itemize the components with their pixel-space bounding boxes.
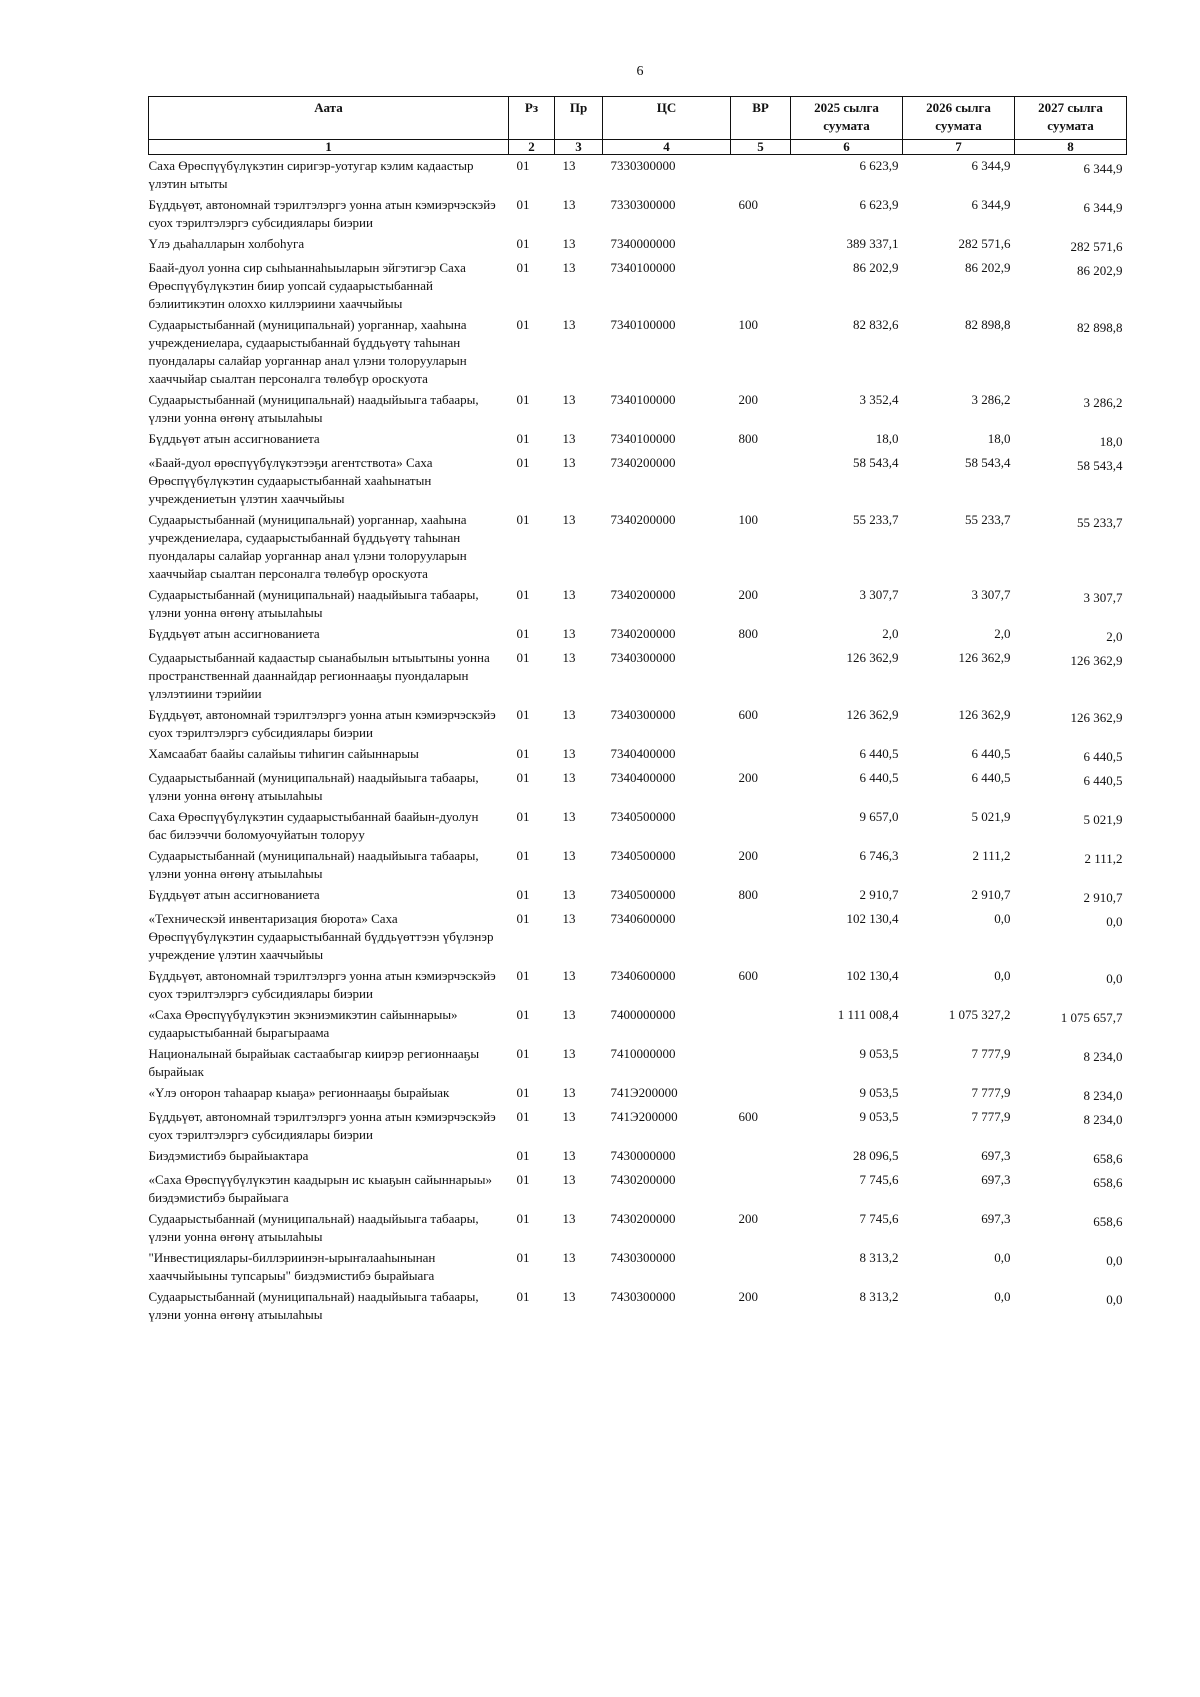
row-amount-2026: 697,3 xyxy=(981,1148,1011,1163)
row-amount-2025: 3 307,7 xyxy=(859,587,899,602)
row-amount-2027: 0,0 xyxy=(1106,971,1123,986)
row-amount-2027: 658,6 xyxy=(1093,1151,1123,1166)
row-pr: 13 xyxy=(562,887,576,902)
row-cs: 7340300000 xyxy=(610,707,676,722)
table-row xyxy=(149,965,1127,1004)
row-rz: 01 xyxy=(516,650,530,665)
row-name: Судаарыстыбаннай кадаастыр сыанабылын ытыытыны уонна пространственнай дааннайдар регионнааҕы пуондаларын үлэлэтиини тэрийии xyxy=(148,650,490,701)
row-vr: 100 xyxy=(738,317,758,332)
row-pr: 13 xyxy=(562,197,576,212)
row-amount-2025: 86 202,9 xyxy=(853,260,899,275)
row-amount-2026: 7 777,9 xyxy=(971,1085,1011,1100)
row-rz: 01 xyxy=(516,455,530,470)
row-rz: 01 xyxy=(516,809,530,824)
row-amount-2027: 2 910,7 xyxy=(1083,890,1123,905)
table-row xyxy=(149,623,1127,647)
row-cs: 7340300000 xyxy=(610,650,676,665)
row-amount-2025: 126 362,9 xyxy=(846,707,899,722)
row-amount-2026: 697,3 xyxy=(981,1172,1011,1187)
table-row xyxy=(149,704,1127,743)
row-rz: 01 xyxy=(516,1085,530,1100)
row-rz: 01 xyxy=(516,1109,530,1124)
row-cs: 7430300000 xyxy=(610,1289,676,1304)
row-cs: 7430200000 xyxy=(610,1211,676,1226)
row-vr xyxy=(731,1145,791,1169)
row-vr: 600 xyxy=(738,968,758,983)
header-number-row xyxy=(149,140,1127,155)
row-rz: 01 xyxy=(516,431,530,446)
row-vr: 200 xyxy=(738,1289,758,1304)
row-cs: 7340400000 xyxy=(610,770,676,785)
row-amount-2025: 8 313,2 xyxy=(859,1289,899,1304)
row-vr xyxy=(731,908,791,965)
row-amount-2025: 6 746,3 xyxy=(859,848,899,863)
row-pr: 13 xyxy=(562,848,576,863)
row-cs: 7340100000 xyxy=(610,392,676,407)
row-amount-2027: 126 362,9 xyxy=(1070,710,1123,725)
row-amount-2026: 6 344,9 xyxy=(971,158,1011,173)
row-cs: 7430000000 xyxy=(610,1148,676,1163)
table-row xyxy=(149,1043,1127,1082)
row-rz: 01 xyxy=(516,707,530,722)
row-rz: 01 xyxy=(516,911,530,926)
row-amount-2026: 7 777,9 xyxy=(971,1046,1011,1061)
row-amount-2027: 0,0 xyxy=(1106,914,1123,929)
row-vr xyxy=(731,1082,791,1106)
table-row xyxy=(149,314,1127,389)
row-amount-2025: 389 337,1 xyxy=(846,236,899,251)
row-vr: 200 xyxy=(738,1211,758,1226)
row-rz: 01 xyxy=(516,848,530,863)
row-amount-2025: 7 745,6 xyxy=(859,1211,899,1226)
row-vr xyxy=(731,1004,791,1043)
row-vr: 200 xyxy=(738,392,758,407)
row-pr: 13 xyxy=(562,1148,576,1163)
row-name: Биэдэмистибэ бырайыактара xyxy=(148,1148,309,1163)
row-cs: 7340100000 xyxy=(610,431,676,446)
row-amount-2027: 1 075 657,7 xyxy=(1060,1010,1123,1025)
row-amount-2025: 2 910,7 xyxy=(859,887,899,902)
row-rz: 01 xyxy=(516,236,530,251)
page-number: 6 xyxy=(636,64,644,79)
row-rz: 01 xyxy=(516,260,530,275)
table-row xyxy=(149,584,1127,623)
row-cs: 7340500000 xyxy=(610,848,676,863)
header-number: 7 xyxy=(903,140,1015,155)
row-pr: 13 xyxy=(562,1172,576,1187)
table-row xyxy=(149,743,1127,767)
row-amount-2025: 82 832,6 xyxy=(853,317,899,332)
row-name: Судаарыстыбаннай (муниципальнай) наадыйыыга табаары, үлэни уонна өҥөнү атыылаһыы xyxy=(148,392,479,425)
row-cs: 7340600000 xyxy=(610,968,676,983)
row-rz: 01 xyxy=(516,968,530,983)
row-amount-2026: 3 307,7 xyxy=(971,587,1011,602)
row-amount-2025: 8 313,2 xyxy=(859,1250,899,1265)
row-name: «Саха Өрөспүүбүлүкэтин каадырын ис кыаҕын сайыннарыы» биэдэмистибэ бырайыага xyxy=(148,1172,493,1205)
row-amount-2026: 6 440,5 xyxy=(971,746,1011,761)
table-row xyxy=(149,1004,1127,1043)
row-amount-2026: 2 910,7 xyxy=(971,887,1011,902)
row-rz: 01 xyxy=(516,197,530,212)
row-amount-2027: 0,0 xyxy=(1106,1253,1123,1268)
row-vr xyxy=(731,743,791,767)
row-rz: 01 xyxy=(516,1172,530,1187)
row-amount-2027: 2,0 xyxy=(1106,629,1123,644)
row-amount-2027: 8 234,0 xyxy=(1083,1112,1123,1127)
row-vr: 200 xyxy=(738,587,758,602)
header-number: 6 xyxy=(791,140,903,155)
row-pr: 13 xyxy=(562,317,576,332)
row-amount-2027: 282 571,6 xyxy=(1070,239,1123,254)
row-name: Бүддьүөт, автономнай тэрилтэлэргэ уонна атын кэмиэрчэскэйэ суох тэрилтэлэргэ субсидиялары биэрии xyxy=(148,1109,496,1142)
row-cs: 7340400000 xyxy=(610,746,676,761)
row-vr: 800 xyxy=(738,431,758,446)
row-pr: 13 xyxy=(562,158,576,173)
table-row xyxy=(149,1169,1127,1208)
header-number: 3 xyxy=(555,140,603,155)
row-vr xyxy=(731,1247,791,1286)
row-name: «Баай-дуол өрөспүүбүлүкэтээҕи агентствота» Саха Өрөспүүбүлүкэтин судаарыстыбаннай хааһынатын учреждениетын үлэтин хааччыйыы xyxy=(148,455,433,506)
row-amount-2025: 2,0 xyxy=(882,626,899,641)
row-amount-2027: 82 898,8 xyxy=(1077,320,1123,335)
row-name: Саха Өрөспүүбүлүкэтин сиригэр-уотугар кэлим кадаастыр үлэтин ытыты xyxy=(148,158,474,191)
row-amount-2027: 126 362,9 xyxy=(1070,653,1123,668)
row-rz: 01 xyxy=(516,1007,530,1022)
row-pr: 13 xyxy=(562,746,576,761)
table-row xyxy=(149,509,1127,584)
row-amount-2025: 6 623,9 xyxy=(859,197,899,212)
row-amount-2026: 126 362,9 xyxy=(958,650,1011,665)
row-pr: 13 xyxy=(562,707,576,722)
row-amount-2026: 0,0 xyxy=(994,1250,1011,1265)
row-name: Судаарыстыбаннай (муниципальнай) наадыйыыга табаары, үлэни уонна өҥөнү атыылаһыы xyxy=(148,848,479,881)
row-cs: 7340200000 xyxy=(610,626,676,641)
row-amount-2027: 8 234,0 xyxy=(1083,1049,1123,1064)
row-amount-2025: 9 053,5 xyxy=(859,1046,899,1061)
header-rz: Рз xyxy=(509,97,555,140)
row-cs: 7340100000 xyxy=(610,260,676,275)
header-number: 8 xyxy=(1015,140,1127,155)
header-number: 5 xyxy=(731,140,791,155)
row-pr: 13 xyxy=(562,1250,576,1265)
row-amount-2026: 55 233,7 xyxy=(965,512,1011,527)
row-cs: 741Э200000 xyxy=(610,1085,678,1100)
row-pr: 13 xyxy=(562,1211,576,1226)
row-amount-2026: 5 021,9 xyxy=(971,809,1011,824)
row-vr: 800 xyxy=(738,626,758,641)
row-amount-2026: 2 111,2 xyxy=(972,848,1011,863)
row-vr xyxy=(731,647,791,704)
row-rz: 01 xyxy=(516,770,530,785)
row-name: Баай-дуол уонна сир сыһыаннаһыыларын эйгэтигэр Саха Өрөспүүбүлүкэтин биир уопсай судаарыстыбаннай бэлиитикэтин олоххо киллэриини хааччыйыы xyxy=(148,260,466,311)
header-number: 4 xyxy=(603,140,731,155)
row-amount-2027: 18,0 xyxy=(1099,434,1123,449)
row-pr: 13 xyxy=(562,392,576,407)
header-2026: 2026 сылга суумата xyxy=(903,97,1015,140)
row-amount-2025: 9 053,5 xyxy=(859,1085,899,1100)
table-row xyxy=(149,806,1127,845)
row-rz: 01 xyxy=(516,1211,530,1226)
table-row xyxy=(149,194,1127,233)
row-name: Хамсаабат баайы салайыы тиһигин сайыннарыы xyxy=(148,746,419,761)
row-cs: 7400000000 xyxy=(610,1007,676,1022)
row-name: Судаарыстыбаннай (муниципальнай) наадыйыыга табаары, үлэни уонна өҥөнү атыылаһыы xyxy=(148,1211,479,1244)
row-vr: 100 xyxy=(738,512,758,527)
row-name: Судаарыстыбаннай (муниципальнай) наадыйыыга табаары, үлэни уонна өҥөнү атыылаһыы xyxy=(148,1289,479,1322)
row-amount-2025: 9 053,5 xyxy=(859,1109,899,1124)
row-pr: 13 xyxy=(562,431,576,446)
row-amount-2027: 6 440,5 xyxy=(1083,749,1123,764)
row-vr xyxy=(731,257,791,314)
row-amount-2027: 86 202,9 xyxy=(1077,263,1123,278)
row-name: «Техническэй инвентаризация бюрота» Саха Өрөспүүбүлүкэтин судаарыстыбаннай бүддьүөттээн үбүлэнэр учреждение үлэтин хааччыйыы xyxy=(148,911,494,962)
row-vr: 200 xyxy=(738,770,758,785)
row-amount-2026: 6 440,5 xyxy=(971,770,1011,785)
row-amount-2026: 0,0 xyxy=(994,1289,1011,1304)
row-vr xyxy=(731,155,791,195)
row-name: Судаарыстыбаннай (муниципальнай) уорганнар, хааһына учреждениелара, судаарыстыбаннай бүддьүөтү таһынан пуондалары салайар уорганнар анал үлэни толорууларын хааччыйар сыалтан персоналга төлөбүр ороскуота xyxy=(148,512,467,581)
row-cs: 7430300000 xyxy=(610,1250,676,1265)
row-vr: 200 xyxy=(738,848,758,863)
row-pr: 13 xyxy=(562,455,576,470)
table-row xyxy=(149,647,1127,704)
row-cs: 7410000000 xyxy=(610,1046,676,1061)
row-name: Үлэ дьаһалларын холбоһуга xyxy=(148,236,305,251)
row-vr: 600 xyxy=(738,707,758,722)
row-pr: 13 xyxy=(562,626,576,641)
table-row xyxy=(149,884,1127,908)
row-pr: 13 xyxy=(562,911,576,926)
row-amount-2025: 7 745,6 xyxy=(859,1172,899,1187)
header-2025: 2025 сылга суумата xyxy=(791,97,903,140)
row-name: Националынай бырайыак састаабыгар киирэр регионнааҕы бырайыак xyxy=(148,1046,480,1079)
row-rz: 01 xyxy=(516,587,530,602)
row-amount-2025: 9 657,0 xyxy=(859,809,899,824)
header-number: 1 xyxy=(149,140,509,155)
row-amount-2025: 6 623,9 xyxy=(859,158,899,173)
row-amount-2027: 0,0 xyxy=(1106,1292,1123,1307)
table-row xyxy=(149,1106,1127,1145)
table-row xyxy=(149,1247,1127,1286)
table-row xyxy=(149,233,1127,257)
row-amount-2025: 6 440,5 xyxy=(859,746,899,761)
row-name: Бүддьүөт, автономнай тэрилтэлэргэ уонна атын кэмиэрчэскэйэ суох тэрилтэлэргэ субсидиялары биэрии xyxy=(148,197,496,230)
row-vr xyxy=(731,1043,791,1082)
table-row xyxy=(149,1082,1127,1106)
table-row xyxy=(149,155,1127,195)
header-name: Аата xyxy=(149,97,509,140)
row-rz: 01 xyxy=(516,1289,530,1304)
row-rz: 01 xyxy=(516,158,530,173)
row-rz: 01 xyxy=(516,317,530,332)
table-header xyxy=(149,97,1127,155)
row-cs: 7330300000 xyxy=(610,197,676,212)
row-cs: 7340100000 xyxy=(610,317,676,332)
row-pr: 13 xyxy=(562,236,576,251)
row-amount-2025: 3 352,4 xyxy=(859,392,899,407)
row-amount-2026: 82 898,8 xyxy=(965,317,1011,332)
row-amount-2026: 3 286,2 xyxy=(971,392,1011,407)
row-cs: 7340200000 xyxy=(610,512,676,527)
table-row xyxy=(149,428,1127,452)
row-cs: 7340500000 xyxy=(610,887,676,902)
row-cs: 7340200000 xyxy=(610,455,676,470)
table-row xyxy=(149,452,1127,509)
table-row xyxy=(149,257,1127,314)
row-vr: 800 xyxy=(738,887,758,902)
row-amount-2026: 0,0 xyxy=(994,911,1011,926)
table-row xyxy=(149,389,1127,428)
row-amount-2025: 126 362,9 xyxy=(846,650,899,665)
row-cs: 7430200000 xyxy=(610,1172,676,1187)
row-rz: 01 xyxy=(516,392,530,407)
row-amount-2027: 3 307,7 xyxy=(1083,590,1123,605)
header-2027: 2027 сылга суумата xyxy=(1015,97,1127,140)
row-amount-2027: 658,6 xyxy=(1093,1214,1123,1229)
row-vr xyxy=(731,806,791,845)
row-amount-2027: 3 286,2 xyxy=(1083,395,1123,410)
row-pr: 13 xyxy=(562,512,576,527)
table-row xyxy=(149,767,1127,806)
row-amount-2025: 58 543,4 xyxy=(853,455,899,470)
row-name: Судаарыстыбаннай (муниципальнай) уорганнар, хааһына учреждениелара, судаарыстыбаннай бүддьүөтү таһынан пуондалары салайар уорганнар анал үлэни толорууларын хааччыйар сыалтан персоналга төлөбүр ороскуота xyxy=(148,317,467,386)
row-vr xyxy=(731,233,791,257)
row-pr: 13 xyxy=(562,1007,576,1022)
row-pr: 13 xyxy=(562,1289,576,1304)
row-amount-2025: 102 130,4 xyxy=(846,968,899,983)
row-amount-2025: 18,0 xyxy=(875,431,899,446)
row-name: Саха Өрөспүүбүлүкэтин судаарыстыбаннай баайын-дуолун бас билээччи боломуочуйатын толоруу xyxy=(148,809,479,842)
row-vr: 600 xyxy=(738,1109,758,1124)
row-name: «Саха Өрөспүүбүлүкэтин экэниэмикэтин сайыннарыы» судаарыстыбаннай бырагыраама xyxy=(148,1007,458,1040)
row-cs: 7340200000 xyxy=(610,587,676,602)
row-name: Бүддьүөт, автономнай тэрилтэлэргэ уонна атын кэмиэрчэскэйэ суох тэрилтэлэргэ субсидиялары биэрии xyxy=(148,968,496,1001)
row-rz: 01 xyxy=(516,1250,530,1265)
row-vr xyxy=(731,1169,791,1208)
row-amount-2026: 126 362,9 xyxy=(958,707,1011,722)
row-amount-2026: 0,0 xyxy=(994,968,1011,983)
header-cs: ЦС xyxy=(603,97,731,140)
row-amount-2026: 282 571,6 xyxy=(958,236,1011,251)
row-amount-2025: 6 440,5 xyxy=(859,770,899,785)
row-amount-2026: 697,3 xyxy=(981,1211,1011,1226)
table-body xyxy=(149,155,1127,1326)
row-amount-2025: 28 096,5 xyxy=(853,1148,899,1163)
header-number: 2 xyxy=(509,140,555,155)
row-amount-2027: 8 234,0 xyxy=(1083,1088,1123,1103)
row-amount-2027: 6 440,5 xyxy=(1083,773,1123,788)
row-cs: 7340500000 xyxy=(610,809,676,824)
row-rz: 01 xyxy=(516,626,530,641)
row-name: Бүддьүөт атын ассигнованиета xyxy=(148,887,320,902)
row-amount-2027: 6 344,9 xyxy=(1083,161,1123,176)
row-amount-2027: 6 344,9 xyxy=(1083,200,1123,215)
budget-table xyxy=(148,96,1127,1325)
row-amount-2027: 2 111,2 xyxy=(1084,851,1123,866)
header-row xyxy=(149,97,1127,140)
row-amount-2025: 55 233,7 xyxy=(853,512,899,527)
table-row xyxy=(149,1145,1127,1169)
row-pr: 13 xyxy=(562,587,576,602)
row-cs: 741Э200000 xyxy=(610,1109,678,1124)
row-name: Бүддьүөт атын ассигнованиета xyxy=(148,431,320,446)
row-vr: 600 xyxy=(738,197,758,212)
row-amount-2027: 658,6 xyxy=(1093,1175,1123,1190)
table-row xyxy=(149,845,1127,884)
row-amount-2026: 18,0 xyxy=(987,431,1011,446)
row-pr: 13 xyxy=(562,650,576,665)
row-amount-2026: 58 543,4 xyxy=(965,455,1011,470)
header-pr: Пр xyxy=(555,97,603,140)
row-amount-2027: 55 233,7 xyxy=(1077,515,1123,530)
row-amount-2025: 102 130,4 xyxy=(846,911,899,926)
row-pr: 13 xyxy=(562,1046,576,1061)
header-vr: ВР xyxy=(731,97,791,140)
row-name: "Инвестициялары-биллэриинэн-ырыҥалааһынынан хааччыйыыны тупсарыы" биэдэмистибэ бырайыага xyxy=(148,1250,436,1283)
row-name: Бүддьүөт, автономнай тэрилтэлэргэ уонна атын кэмиэрчэскэйэ суох тэрилтэлэргэ субсидиялары биэрии xyxy=(148,707,496,740)
row-amount-2026: 7 777,9 xyxy=(971,1109,1011,1124)
table-row xyxy=(149,908,1127,965)
row-vr xyxy=(731,452,791,509)
row-rz: 01 xyxy=(516,1046,530,1061)
row-amount-2025: 1 111 008,4 xyxy=(837,1007,899,1022)
row-amount-2027: 5 021,9 xyxy=(1083,812,1123,827)
row-pr: 13 xyxy=(562,1109,576,1124)
row-pr: 13 xyxy=(562,968,576,983)
row-pr: 13 xyxy=(562,809,576,824)
row-name: Судаарыстыбаннай (муниципальнай) наадыйыыга табаары, үлэни уонна өҥөнү атыылаһыы xyxy=(148,587,479,620)
row-amount-2026: 1 075 327,2 xyxy=(948,1007,1011,1022)
row-cs: 7340000000 xyxy=(610,236,676,251)
row-name: Судаарыстыбаннай (муниципальнай) наадыйыыга табаары, үлэни уонна өҥөнү атыылаһыы xyxy=(148,770,479,803)
row-amount-2026: 2,0 xyxy=(994,626,1011,641)
row-rz: 01 xyxy=(516,512,530,527)
row-amount-2027: 58 543,4 xyxy=(1077,458,1123,473)
row-name: «Үлэ оҥорон таһаарар кыаҕа» регионнааҕы бырайыак xyxy=(148,1085,450,1100)
row-cs: 7340600000 xyxy=(610,911,676,926)
row-rz: 01 xyxy=(516,746,530,761)
row-rz: 01 xyxy=(516,1148,530,1163)
row-amount-2026: 6 344,9 xyxy=(971,197,1011,212)
row-name: Бүддьүөт атын ассигнованиета xyxy=(148,626,320,641)
row-rz: 01 xyxy=(516,887,530,902)
row-cs: 7330300000 xyxy=(610,158,676,173)
table-row xyxy=(149,1286,1127,1325)
row-pr: 13 xyxy=(562,1085,576,1100)
table-row xyxy=(149,1208,1127,1247)
row-amount-2026: 86 202,9 xyxy=(965,260,1011,275)
row-pr: 13 xyxy=(562,770,576,785)
row-pr: 13 xyxy=(562,260,576,275)
